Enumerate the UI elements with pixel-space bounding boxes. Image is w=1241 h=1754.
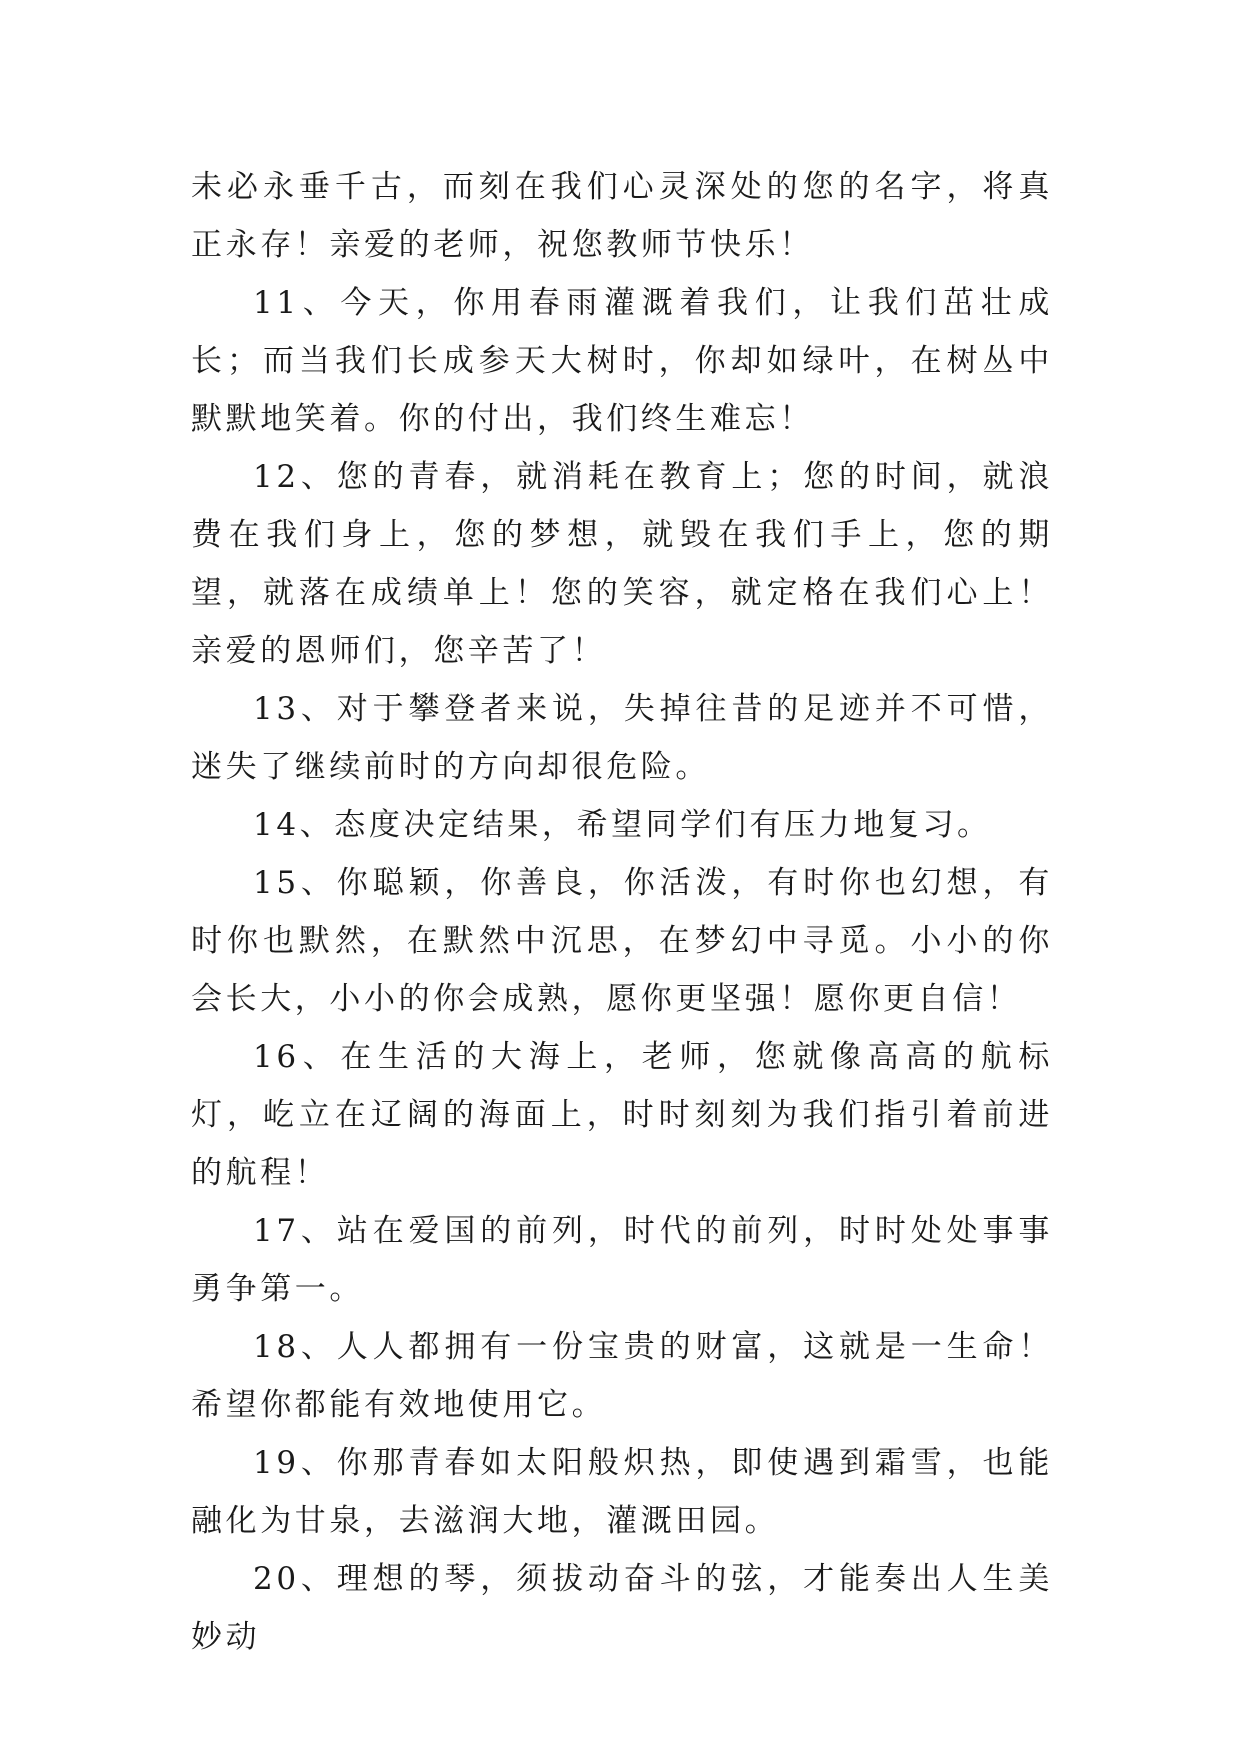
paragraph-20-start: 20、理想的琴，须拔动奋斗的弦，才能奏出人生美妙动 (191, 1561, 1053, 1655)
paragraph-18: 18、人人都拥有一份宝贵的财富，这就是一生命！希望你都能有效地使用它。 (191, 1329, 1053, 1423)
paragraph-19: 19、你那青春如太阳般炽热，即使遇到霜雪，也能融化为甘泉，去滋润大地，灌溉田园。 (191, 1445, 1053, 1539)
paragraph-14: 14、态度决定结果，希望同学们有压力地复习。 (253, 807, 992, 843)
paragraph-13: 13、对于攀登者来说，失掉往昔的足迹并不可惜，迷失了继续前时的方向却很危险。 (191, 691, 1053, 785)
paragraph-10-continuation: 未必永垂千古，而刻在我们心灵深处的您的名字，将真正永存！亲爱的老师，祝您教师节快乐！ (191, 169, 1053, 263)
document-body (191, 158, 1053, 1666)
paragraph-17: 17、站在爱国的前列，时代的前列，时时处处事事勇争第一。 (191, 1213, 1053, 1307)
paragraph-12: 12、您的青春，就消耗在教育上；您的时间，就浪费在我们身上，您的梦想，就毁在我们手上，您的期望，就落在成绩单上！您的笑容，就定格在我们心上！亲爱的恩师们，您辛苦了！ (191, 459, 1053, 669)
paragraph-16: 16、在生活的大海上，老师，您就像高高的航标灯，屹立在辽阔的海面上，时时刻刻为我们指引着前进的航程！ (191, 1039, 1053, 1191)
paragraph-11: 11、今天，你用春雨灌溉着我们，让我们茁壮成长；而当我们长成参天大树时，你却如绿叶，在树丛中默默地笑着。你的付出，我们终生难忘！ (191, 285, 1053, 437)
paragraph-15: 15、你聪颖，你善良，你活泼，有时你也幻想，有时你也默然，在默然中沉思，在梦幻中寻觅。小小的你会长大，小小的你会成熟，愿你更坚强！愿你更自信！ (191, 865, 1053, 1017)
